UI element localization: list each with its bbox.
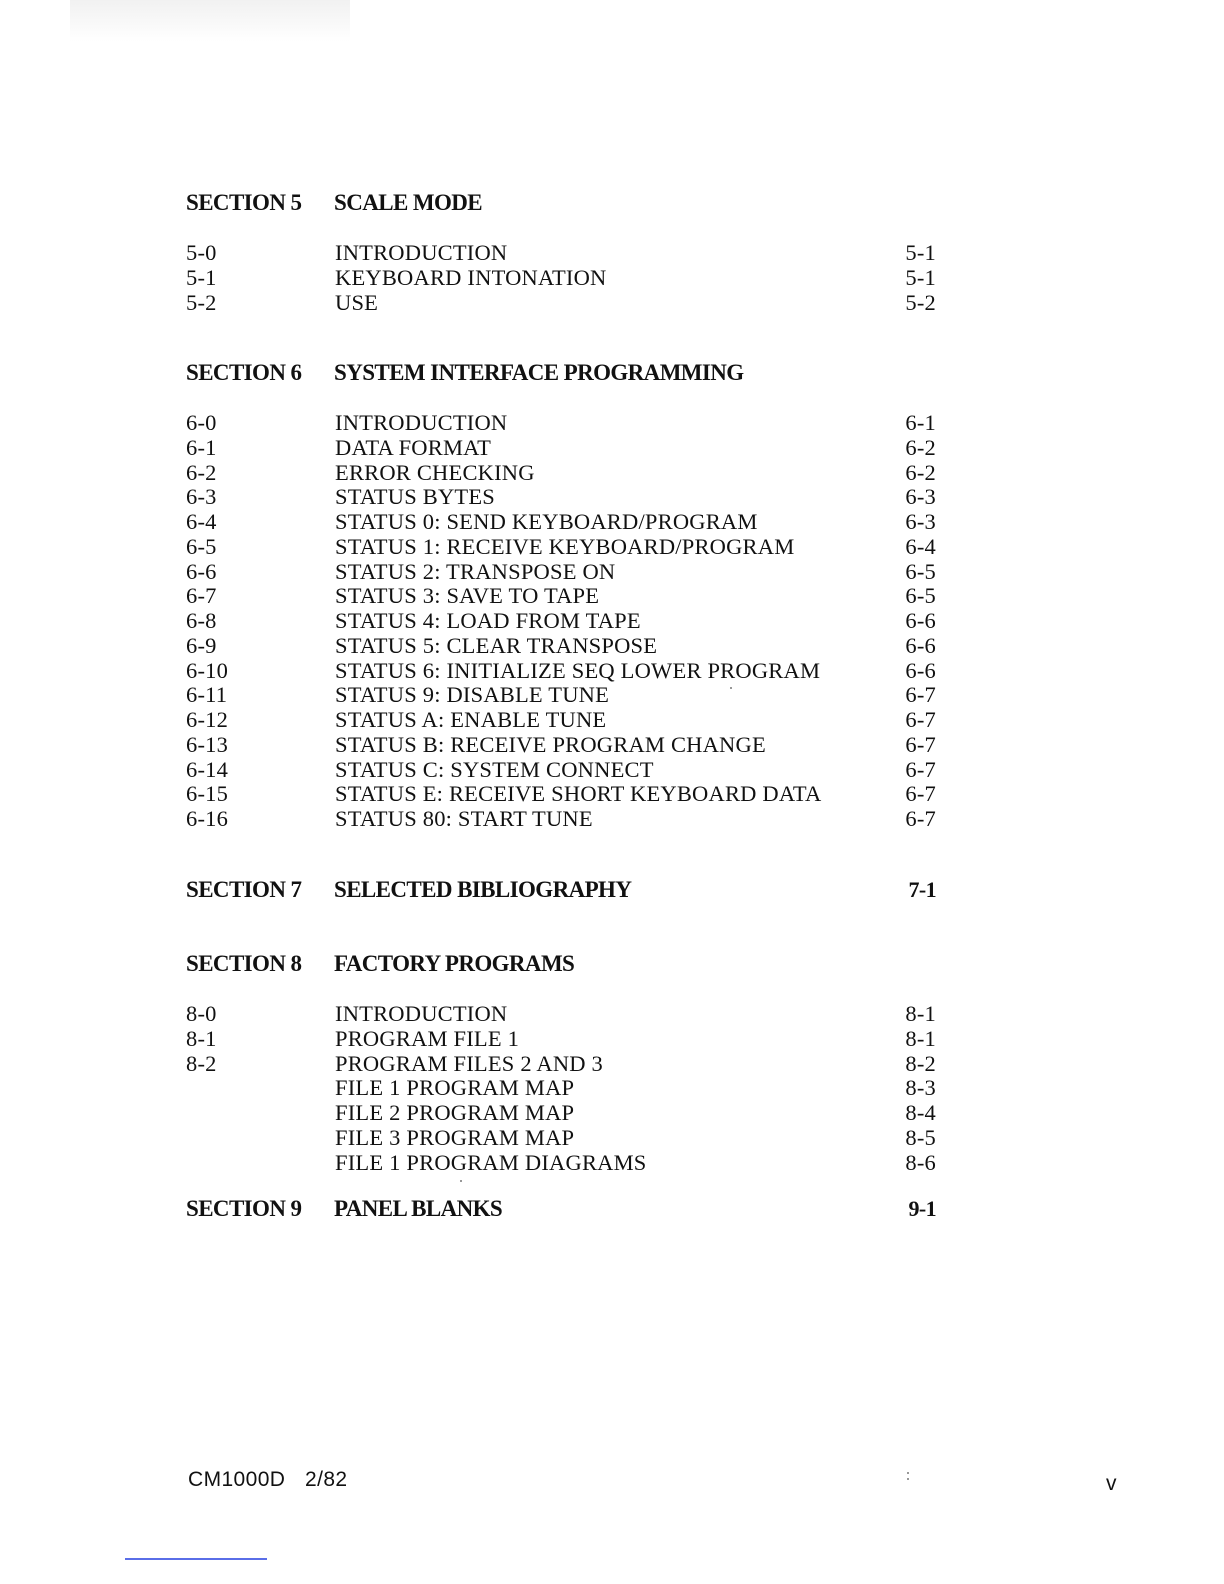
- toc-entry: [186, 633, 946, 658]
- entry-page: 8-4: [905, 1100, 936, 1125]
- section-title: PANEL BLANKS: [334, 1196, 503, 1221]
- entry-page: 6-2: [905, 459, 936, 485]
- entry-page: 6-7: [905, 682, 936, 708]
- entry-number: 6-3: [186, 484, 217, 510]
- entry-number: 6-10: [186, 657, 229, 683]
- entry-page: 8-3: [905, 1075, 936, 1101]
- toc-entry: [186, 583, 946, 608]
- section-page: 9-1: [908, 1196, 936, 1221]
- entry-number: 6-2: [186, 459, 217, 485]
- entry-title: STATUS A: ENABLE TUNE: [335, 707, 607, 732]
- entry-title: INTRODUCTION: [335, 1001, 508, 1026]
- entry-title: ERROR CHECKING: [335, 459, 535, 485]
- section-5-heading: [186, 190, 946, 220]
- entry-number: 5-2: [186, 289, 217, 315]
- toc-entry: [186, 707, 946, 732]
- entry-page: 6-5: [905, 583, 936, 609]
- toc-entry: [186, 435, 946, 460]
- entry-page: 8-1: [905, 1025, 936, 1051]
- entry-number: 8-1: [186, 1025, 217, 1051]
- toc-entry: [186, 1125, 946, 1150]
- entry-number: 5-0: [186, 240, 217, 265]
- toc-entry: [186, 1075, 946, 1100]
- scan-edge-line: [125, 1558, 267, 1560]
- entry-title: KEYBOARD INTONATION: [335, 264, 607, 290]
- toc-entry: [186, 265, 946, 290]
- section-number: SECTION 5: [186, 190, 302, 215]
- toc-entry: [186, 509, 946, 534]
- entry-number: 6-15: [186, 781, 229, 807]
- entry-number: 6-16: [186, 806, 229, 831]
- entry-title: PROGRAM FILES 2 AND 3: [335, 1050, 603, 1076]
- section-6-entries: [186, 410, 946, 831]
- entry-title: STATUS 1: RECEIVE KEYBOARD/PROGRAM: [335, 533, 795, 559]
- toc-entry: [186, 806, 946, 831]
- entry-page: 6-2: [905, 434, 936, 460]
- toc-entry: [186, 658, 946, 683]
- section-5-entries: [186, 240, 946, 314]
- entry-page: 6-7: [905, 781, 936, 807]
- toc-entry: [186, 732, 946, 757]
- entry-number: 6-8: [186, 608, 217, 633]
- section-8-entries: [186, 1001, 946, 1174]
- entry-page: 6-3: [905, 484, 936, 510]
- entry-title: STATUS 4: LOAD FROM TAPE: [335, 608, 641, 633]
- toc-entry: [186, 1026, 946, 1051]
- entry-page: 6-7: [905, 731, 936, 757]
- section-title: SELECTED BIBLIOGRAPHY: [334, 877, 632, 902]
- entry-page: 6-6: [905, 632, 936, 658]
- page-number: v: [1106, 1472, 1117, 1495]
- scan-speck: [907, 1478, 909, 1480]
- toc-entry: [186, 1001, 946, 1026]
- section-7-heading: [186, 877, 946, 907]
- entry-title: STATUS 6: INITIALIZE SEQ LOWER PROGRAM: [335, 657, 821, 683]
- footer-date: 2/82: [305, 1468, 348, 1491]
- toc-entry: [186, 781, 946, 806]
- section-8-heading: [186, 951, 946, 981]
- section-title: SYSTEM INTERFACE PROGRAMMING: [334, 360, 744, 385]
- entry-page: 5-1: [905, 240, 936, 265]
- entry-title: PROGRAM FILE 1: [335, 1025, 520, 1051]
- scan-smudge: [70, 0, 350, 42]
- toc-entry: [186, 484, 946, 509]
- entry-title: FILE 2 PROGRAM MAP: [335, 1100, 575, 1125]
- entry-number: 6-0: [186, 410, 217, 435]
- entry-title: STATUS 3: SAVE TO TAPE: [335, 583, 600, 609]
- toc-entry: [186, 608, 946, 633]
- entry-page: 6-5: [905, 558, 936, 584]
- toc-entry: [186, 290, 946, 315]
- entry-title: INTRODUCTION: [335, 410, 508, 435]
- entry-page: 8-5: [905, 1124, 936, 1150]
- toc-entry: [186, 1051, 946, 1076]
- toc-entry: [186, 1150, 946, 1175]
- entry-title: INTRODUCTION: [335, 240, 508, 265]
- entry-title: FILE 3 PROGRAM MAP: [335, 1124, 575, 1150]
- entry-number: 6-12: [186, 707, 229, 732]
- section-number: SECTION 9: [186, 1196, 302, 1221]
- entry-title: STATUS 5: CLEAR TRANSPOSE: [335, 632, 658, 658]
- entry-title: STATUS 9: DISABLE TUNE: [335, 682, 610, 708]
- entry-number: 6-5: [186, 533, 217, 559]
- footer-doc-code: CM1000D: [188, 1468, 286, 1491]
- toc-entry: [186, 460, 946, 485]
- entry-page: 6-7: [905, 707, 936, 732]
- toc-entry: [186, 682, 946, 707]
- section-number: SECTION 7: [186, 877, 302, 902]
- entry-number: 6-7: [186, 583, 217, 609]
- entry-number: 6-9: [186, 632, 217, 658]
- entry-title: STATUS 2: TRANSPOSE ON: [335, 558, 616, 584]
- toc-entry: [186, 240, 946, 265]
- entry-title: STATUS 80: START TUNE: [335, 806, 593, 831]
- toc-entry: [186, 1100, 946, 1125]
- section-title: FACTORY PROGRAMS: [334, 951, 575, 976]
- entry-title: FILE 1 PROGRAM DIAGRAMS: [335, 1149, 647, 1175]
- section-6-heading: [186, 360, 946, 390]
- section-title: SCALE MODE: [334, 190, 482, 215]
- entry-title: STATUS BYTES: [335, 484, 495, 510]
- entry-title: STATUS C: SYSTEM CONNECT: [335, 756, 654, 782]
- entry-number: 6-13: [186, 731, 229, 757]
- entry-number: 6-1: [186, 434, 217, 460]
- entry-page: 5-1: [905, 264, 936, 290]
- entry-page: 8-1: [905, 1001, 936, 1026]
- entry-title: STATUS 0: SEND KEYBOARD/PROGRAM: [335, 509, 758, 534]
- section-number: SECTION 8: [186, 951, 302, 976]
- scan-speck: [460, 1180, 462, 1182]
- entry-title: STATUS B: RECEIVE PROGRAM CHANGE: [335, 731, 766, 757]
- section-page: 7-1: [908, 877, 936, 902]
- section-9-heading: [186, 1196, 946, 1226]
- entry-number: 6-11: [186, 682, 228, 708]
- entry-page: 8-2: [905, 1050, 936, 1076]
- entry-number: 6-6: [186, 558, 217, 584]
- entry-number: 6-4: [186, 509, 217, 534]
- entry-title: FILE 1 PROGRAM MAP: [335, 1075, 575, 1101]
- entry-page: 6-4: [905, 533, 936, 559]
- entry-title: USE: [335, 289, 379, 315]
- entry-number: 8-0: [186, 1001, 217, 1026]
- entry-page: 8-6: [905, 1149, 936, 1175]
- toc-entry: [186, 534, 946, 559]
- entry-title: STATUS E: RECEIVE SHORT KEYBOARD DATA: [335, 781, 822, 807]
- entry-page: 6-1: [905, 410, 936, 435]
- scan-speck: [907, 1472, 909, 1474]
- entry-page: 5-2: [905, 289, 936, 315]
- entry-page: 6-7: [905, 756, 936, 782]
- section-number: SECTION 6: [186, 360, 302, 385]
- entry-title: DATA FORMAT: [335, 434, 492, 460]
- entry-page: 6-6: [905, 608, 936, 633]
- entry-number: 8-2: [186, 1050, 217, 1076]
- toc-entry: [186, 757, 946, 782]
- entry-page: 6-7: [905, 806, 936, 831]
- entry-page: 6-6: [905, 657, 936, 683]
- toc-entry: [186, 559, 946, 584]
- scan-speck: [730, 687, 732, 689]
- toc-entry: [186, 410, 946, 435]
- entry-number: 5-1: [186, 264, 217, 290]
- entry-page: 6-3: [905, 509, 936, 534]
- entry-number: 6-14: [186, 756, 229, 782]
